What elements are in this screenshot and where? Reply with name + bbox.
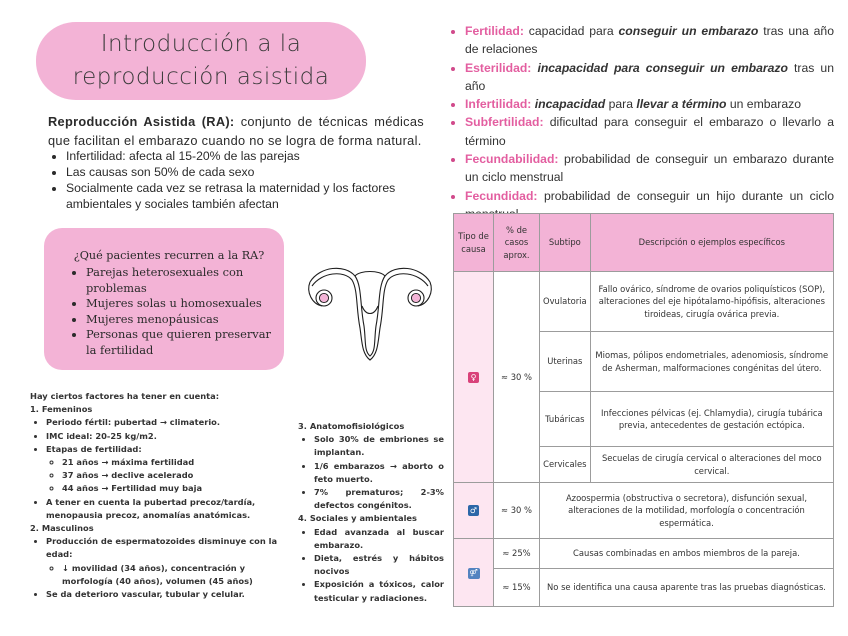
definition-text: para [605,97,637,112]
table-row [454,483,834,539]
factors-intro: Hay ciertos factores ha tener en cuenta: [30,391,220,401]
page-title-line1: Introducción a la [100,31,302,57]
description-cell: Azoospermia (obstructiva o secretora), disfunción sexual, alteraciones de la motilidad, morfología o concentración espermática. [540,483,834,539]
causes-table [453,213,834,607]
description-cell: Fallo ovárico, síndrome de ovarios poliquísticos (SOP), alteraciones del eje hipótalamo-hipófisis, alteraciones tiroideas, cirugía ovárica previa. [590,272,833,332]
unknown-pct-cell: ≈ 15% [494,569,540,607]
definition-esterilidad [465,59,834,96]
list-item: • Edad avanzada al buscar embarazo. [314,526,444,552]
definition-term: Fertilidad: [465,24,524,38]
table-header: Descripción o ejemplos específicos [590,214,833,272]
definition-fertilidad [465,22,834,59]
definition-text: tras una año de relaciones [465,24,834,57]
list-item: • Mujeres solas u homosexuales [86,296,275,312]
list-item-label: Etapas de fertilidad: [46,443,142,454]
intro-text: conjunto de técnicas médicas que facilitan el embarazo cuando no se logra de forma natural. [48,114,424,148]
male-pct-cell: ≈ 30 % [494,483,540,539]
table-row [454,569,834,607]
female-heading: 1. Femeninos [30,404,93,415]
definition-emphasis: conseguir un embarazo [618,24,759,38]
list-item: • Mujeres menopáusicas [86,312,275,328]
subtype-cell: Tubáricas [540,392,591,447]
list-item: • Parejas heterosexuales con problemas [86,265,275,296]
intro-term: Reproducción Asistida (RA): [48,114,235,129]
list-item: • 7% prematuros; 2-3% defectos congénitos. [314,486,444,512]
list-item: • Periodo fértil: pubertad → climaterio. [46,416,285,429]
table-row [454,272,834,332]
list-item: ◦ 21 años → máxima fertilidad [62,456,285,469]
definition-text: probabilidad de conseguir un hijo durante un ciclo [543,188,834,203]
table-header-row [454,214,834,272]
list-item: • Dieta, estrés y hábitos nocivos [314,552,444,578]
definition-emphasis: incapacidad [534,97,606,112]
page-title-line2: reproducción asistida [72,64,330,90]
patients-box-title: ¿Qué pacientes recurren a la RA? [73,249,265,262]
definition-fecundabilidad [465,150,834,187]
description-cell: No se identifica una causa aparente tras las pruebas diagnósticas. [540,569,834,607]
male-heading: 2. Masculinos [30,523,94,534]
combined-pct-cell: ≈ 25% [494,539,540,569]
couple-cause-cell [454,539,494,607]
uterus-illustration [300,246,440,366]
list-item: • Infertilidad: afecta al 15-20% de las parejas [66,148,428,164]
list-item: • Se da deterioro vascular, tubular y celular. [46,588,285,601]
subtype-cell: Uterinas [540,332,591,392]
female-cause-cell [454,272,494,483]
infertility-list [48,148,428,212]
factors-notes [30,390,285,601]
definition-term: Esterilidad: [465,60,532,75]
definition-text: dificultad para conseguir el embarazo o llevarlo a término [465,115,834,148]
subtype-cell: Cervicales [540,447,591,483]
description-cell: Causas combinadas en ambos miembros de la pareja. [540,539,834,569]
social-heading: 4. Sociales y ambientales [298,513,417,524]
definition-term: Infertilidad: [465,97,532,112]
anat-heading: 3. Anatomofisiológicos [298,421,405,431]
list-item [46,443,285,496]
definition-infertilidad [465,95,834,113]
female-icon: ♀ [468,372,479,383]
definition-subfertilidad [465,113,834,150]
list-item: • Solo 30% de embriones se implantan. [314,433,444,459]
list-item: • Las causas son 50% de cada sexo [66,164,428,180]
definition-term: Subfertilidad: [465,115,544,130]
definition-text: tras un año [465,60,834,93]
patients-list [70,265,275,358]
definition-emphasis: incapacidad para conseguir un embarazo [537,60,788,75]
table-header: Subtipo [540,214,591,272]
female-pct-cell: ≈ 30 % [494,272,540,483]
definition-text: probabilidad de conseguir un embarazo durante un ciclo menstrual [465,152,834,185]
description-cell: Infecciones pélvicas (ej. Chlamydia), cirugía tubárica previa, antecedentes de gestación ectópica. [590,392,833,447]
table-row [454,539,834,569]
description-cell: Miomas, pólipos endometriales, adenomiosis, síndrome de Asherman, malformaciones congénitas del útero. [590,332,833,392]
list-item-label: Producción de espermatozoides disminuye con la edad: [46,536,278,560]
list-item: • 1/6 embarazos → aborto o feto muerto. [314,460,444,486]
list-item: ◦ 44 años → Fertilidad muy baja [62,482,285,495]
intro-paragraph [48,112,424,150]
factors-notes-continued [298,420,444,605]
list-item [46,535,285,588]
list-item: • Personas que quieren preservar la fertilidad [86,327,275,358]
definition-text: capacidad para [523,24,619,38]
definition-emphasis: llevar a término [636,97,727,112]
description-cell: Secuelas de cirugía cervical o alteraciones del moco cervical. [590,447,833,483]
list-item: • Exposición a tóxicos, calor testicular y radiaciones. [314,578,444,604]
male-cause-cell [454,483,494,539]
male-icon: ♂ [469,506,478,516]
table-header: % de casos aprox. [494,214,540,272]
list-item: • IMC ideal: 20-25 kg/m2. [46,430,285,443]
definition-text: un embarazo [726,97,801,112]
subtype-cell: Ovulatoria [540,272,591,332]
page-title [36,28,366,94]
definition-term: Fecundidad: [465,188,538,203]
couple-icon: ⚤ [469,569,478,577]
definitions-list [452,22,834,223]
definition-term: Fecundabilidad: [465,152,559,167]
list-item: • A tener en cuenta la pubertad precoz/tardía, menopausia precoz, anomalías anatómicas. [46,496,285,522]
list-item: ◦ ↓ movilidad (34 años), concentración y morfología (40 años), volumen (45 años) [62,562,285,588]
list-item: • Socialmente cada vez se retrasa la maternidad y los factores ambientales y sociales también afectan [66,180,428,212]
table-header: Tipo de causa [454,214,494,272]
list-item: ◦ 37 años → declive acelerado [62,469,285,482]
